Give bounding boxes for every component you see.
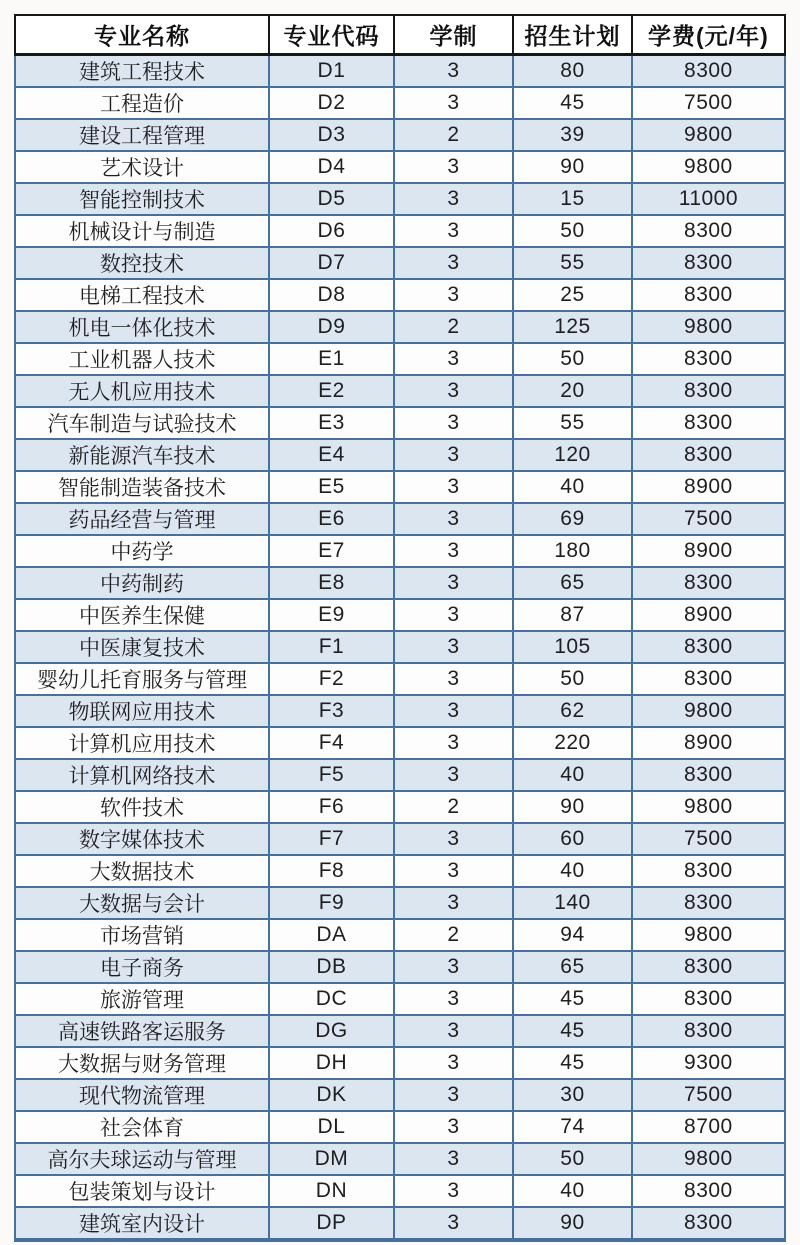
- major-name-cell: 建设工程管理: [15, 119, 269, 151]
- major-name-cell: 机械设计与制造: [15, 215, 269, 247]
- tuition-cell: 8900: [632, 535, 785, 567]
- major-name-cell: 中药制药: [15, 567, 269, 599]
- major-code-cell: E5: [269, 471, 394, 503]
- tuition-cell: 8300: [632, 279, 785, 311]
- major-code-cell: E9: [269, 599, 394, 631]
- plan-cell: 180: [513, 535, 632, 567]
- major-code-cell: D7: [269, 247, 394, 279]
- table-row: [15, 1047, 785, 1079]
- major-code-cell: DH: [269, 1047, 394, 1079]
- major-name-cell: 大数据与财务管理: [15, 1047, 269, 1079]
- major-code-cell: E3: [269, 407, 394, 439]
- column-header-duration: 学制: [394, 15, 513, 55]
- table-row: [15, 567, 785, 599]
- major-code-cell: F5: [269, 759, 394, 791]
- major-code-cell: F7: [269, 823, 394, 855]
- major-name-cell: 中医康复技术: [15, 631, 269, 663]
- plan-cell: 20: [513, 375, 632, 407]
- tuition-cell: 11000: [632, 183, 785, 215]
- table-row: [15, 1143, 785, 1175]
- tuition-cell: 8300: [632, 951, 785, 983]
- major-name-cell: 物联网应用技术: [15, 695, 269, 727]
- major-name-cell: 工程造价: [15, 87, 269, 119]
- duration-cell: 3: [394, 343, 513, 375]
- table-row: [15, 407, 785, 439]
- duration-cell: 3: [394, 183, 513, 215]
- tuition-cell: 7500: [632, 823, 785, 855]
- table-row: [15, 87, 785, 119]
- major-code-cell: DA: [269, 919, 394, 951]
- plan-cell: 39: [513, 119, 632, 151]
- duration-cell: 3: [394, 151, 513, 183]
- tuition-cell: 9800: [632, 791, 785, 823]
- enrollment-plan-table: [14, 14, 786, 1242]
- major-code-cell: DP: [269, 1207, 394, 1240]
- major-name-cell: 智能制造装备技术: [15, 471, 269, 503]
- major-code-cell: D1: [269, 55, 394, 88]
- tuition-cell: 8300: [632, 215, 785, 247]
- plan-cell: 50: [513, 1143, 632, 1175]
- duration-cell: 3: [394, 1175, 513, 1207]
- table-row: [15, 983, 785, 1015]
- duration-cell: 3: [394, 727, 513, 759]
- major-code-cell: DB: [269, 951, 394, 983]
- table-row: [15, 1079, 785, 1111]
- table-row: [15, 759, 785, 791]
- table-row: [15, 535, 785, 567]
- duration-cell: 3: [394, 375, 513, 407]
- plan-cell: 90: [513, 1207, 632, 1240]
- major-code-cell: F6: [269, 791, 394, 823]
- table-row: [15, 695, 785, 727]
- tuition-cell: 8300: [632, 343, 785, 375]
- column-header-major-code: 专业代码: [269, 15, 394, 55]
- plan-cell: 90: [513, 151, 632, 183]
- duration-cell: 3: [394, 1111, 513, 1143]
- tuition-cell: 9800: [632, 1143, 785, 1175]
- major-code-cell: D6: [269, 215, 394, 247]
- major-code-cell: D5: [269, 183, 394, 215]
- major-name-cell: 大数据与会计: [15, 887, 269, 919]
- plan-cell: 55: [513, 407, 632, 439]
- tuition-cell: 7500: [632, 503, 785, 535]
- major-code-cell: DG: [269, 1015, 394, 1047]
- major-name-cell: 大数据技术: [15, 855, 269, 887]
- duration-cell: 3: [394, 439, 513, 471]
- column-header-tuition: 学费(元/年): [632, 15, 785, 55]
- duration-cell: 2: [394, 919, 513, 951]
- tuition-cell: 9800: [632, 695, 785, 727]
- table-row: [15, 791, 785, 823]
- table-row: [15, 343, 785, 375]
- major-code-cell: E6: [269, 503, 394, 535]
- table-header-row: [15, 15, 785, 55]
- major-name-cell: 婴幼儿托育服务与管理: [15, 663, 269, 695]
- plan-cell: 45: [513, 983, 632, 1015]
- duration-cell: 3: [394, 1079, 513, 1111]
- major-name-cell: 艺术设计: [15, 151, 269, 183]
- tuition-cell: 8300: [632, 439, 785, 471]
- table-row: [15, 503, 785, 535]
- tuition-cell: 8300: [632, 1175, 785, 1207]
- duration-cell: 3: [394, 55, 513, 88]
- major-name-cell: 软件技术: [15, 791, 269, 823]
- tuition-cell: 8300: [632, 887, 785, 919]
- major-code-cell: D4: [269, 151, 394, 183]
- duration-cell: 2: [394, 119, 513, 151]
- table-row: [15, 311, 785, 343]
- duration-cell: 3: [394, 407, 513, 439]
- major-code-cell: D3: [269, 119, 394, 151]
- duration-cell: 3: [394, 887, 513, 919]
- plan-cell: 40: [513, 759, 632, 791]
- major-name-cell: 数字媒体技术: [15, 823, 269, 855]
- duration-cell: 3: [394, 535, 513, 567]
- plan-cell: 40: [513, 471, 632, 503]
- plan-cell: 120: [513, 439, 632, 471]
- major-name-cell: 旅游管理: [15, 983, 269, 1015]
- major-code-cell: F9: [269, 887, 394, 919]
- tuition-cell: 8300: [632, 983, 785, 1015]
- duration-cell: 3: [394, 663, 513, 695]
- major-name-cell: 社会体育: [15, 1111, 269, 1143]
- duration-cell: 3: [394, 1015, 513, 1047]
- major-code-cell: E2: [269, 375, 394, 407]
- enrollment-table-container: [14, 14, 786, 1242]
- major-name-cell: 电梯工程技术: [15, 279, 269, 311]
- major-name-cell: 无人机应用技术: [15, 375, 269, 407]
- tuition-cell: 7500: [632, 87, 785, 119]
- tuition-cell: 8300: [632, 567, 785, 599]
- tuition-cell: 8300: [632, 1207, 785, 1240]
- column-header-plan: 招生计划: [513, 15, 632, 55]
- major-name-cell: 高速铁路客运服务: [15, 1015, 269, 1047]
- duration-cell: 3: [394, 695, 513, 727]
- plan-cell: 65: [513, 951, 632, 983]
- duration-cell: 3: [394, 87, 513, 119]
- major-name-cell: 电子商务: [15, 951, 269, 983]
- major-name-cell: 建筑工程技术: [15, 55, 269, 88]
- plan-cell: 45: [513, 1015, 632, 1047]
- major-code-cell: F1: [269, 631, 394, 663]
- table-body: [15, 55, 785, 1241]
- table-row: [15, 727, 785, 759]
- major-code-cell: DC: [269, 983, 394, 1015]
- plan-cell: 50: [513, 343, 632, 375]
- duration-cell: 3: [394, 759, 513, 791]
- major-name-cell: 智能控制技术: [15, 183, 269, 215]
- tuition-cell: 8300: [632, 855, 785, 887]
- major-name-cell: 市场营销: [15, 919, 269, 951]
- tuition-cell: 8300: [632, 375, 785, 407]
- table-row: [15, 951, 785, 983]
- plan-cell: 15: [513, 183, 632, 215]
- table-row: [15, 119, 785, 151]
- major-code-cell: DL: [269, 1111, 394, 1143]
- duration-cell: 3: [394, 567, 513, 599]
- duration-cell: 3: [394, 247, 513, 279]
- plan-cell: 60: [513, 823, 632, 855]
- duration-cell: 3: [394, 1047, 513, 1079]
- major-name-cell: 工业机器人技术: [15, 343, 269, 375]
- plan-cell: 65: [513, 567, 632, 599]
- duration-cell: 3: [394, 631, 513, 663]
- plan-cell: 90: [513, 791, 632, 823]
- major-code-cell: E4: [269, 439, 394, 471]
- tuition-cell: 9800: [632, 919, 785, 951]
- major-name-cell: 计算机网络技术: [15, 759, 269, 791]
- tuition-cell: 8300: [632, 631, 785, 663]
- table-row: [15, 1111, 785, 1143]
- plan-cell: 50: [513, 663, 632, 695]
- tuition-cell: 7500: [632, 1079, 785, 1111]
- tuition-cell: 9800: [632, 119, 785, 151]
- plan-cell: 25: [513, 279, 632, 311]
- duration-cell: 3: [394, 823, 513, 855]
- table-row: [15, 1015, 785, 1047]
- major-code-cell: D2: [269, 87, 394, 119]
- plan-cell: 40: [513, 855, 632, 887]
- plan-cell: 30: [513, 1079, 632, 1111]
- major-code-cell: DN: [269, 1175, 394, 1207]
- table-row: [15, 887, 785, 919]
- duration-cell: 3: [394, 215, 513, 247]
- major-code-cell: F2: [269, 663, 394, 695]
- table-row: [15, 823, 785, 855]
- duration-cell: 3: [394, 983, 513, 1015]
- major-name-cell: 建筑室内设计: [15, 1207, 269, 1240]
- plan-cell: 62: [513, 695, 632, 727]
- plan-cell: 140: [513, 887, 632, 919]
- tuition-cell: 8900: [632, 471, 785, 503]
- tuition-cell: 8300: [632, 759, 785, 791]
- plan-cell: 105: [513, 631, 632, 663]
- plan-cell: 125: [513, 311, 632, 343]
- major-code-cell: E8: [269, 567, 394, 599]
- major-code-cell: DM: [269, 1143, 394, 1175]
- major-name-cell: 中药学: [15, 535, 269, 567]
- major-name-cell: 药品经营与管理: [15, 503, 269, 535]
- tuition-cell: 8300: [632, 247, 785, 279]
- table-row: [15, 919, 785, 951]
- duration-cell: 3: [394, 951, 513, 983]
- table-row: [15, 215, 785, 247]
- plan-cell: 69: [513, 503, 632, 535]
- table-row: [15, 663, 785, 695]
- plan-cell: 45: [513, 1047, 632, 1079]
- table-row: [15, 151, 785, 183]
- major-name-cell: 计算机应用技术: [15, 727, 269, 759]
- duration-cell: 2: [394, 791, 513, 823]
- tuition-cell: 8300: [632, 1015, 785, 1047]
- major-code-cell: F8: [269, 855, 394, 887]
- tuition-cell: 8300: [632, 663, 785, 695]
- major-name-cell: 中医养生保健: [15, 599, 269, 631]
- major-name-cell: 机电一体化技术: [15, 311, 269, 343]
- table-row: [15, 439, 785, 471]
- major-name-cell: 汽车制造与试验技术: [15, 407, 269, 439]
- plan-cell: 94: [513, 919, 632, 951]
- major-code-cell: D8: [269, 279, 394, 311]
- major-name-cell: 高尔夫球运动与管理: [15, 1143, 269, 1175]
- major-code-cell: F4: [269, 727, 394, 759]
- tuition-cell: 8300: [632, 55, 785, 88]
- duration-cell: 3: [394, 1143, 513, 1175]
- table-row: [15, 375, 785, 407]
- plan-cell: 55: [513, 247, 632, 279]
- plan-cell: 80: [513, 55, 632, 88]
- table-row: [15, 471, 785, 503]
- plan-cell: 74: [513, 1111, 632, 1143]
- table-row: [15, 599, 785, 631]
- tuition-cell: 8900: [632, 599, 785, 631]
- duration-cell: 3: [394, 855, 513, 887]
- major-name-cell: 现代物流管理: [15, 1079, 269, 1111]
- table-row: [15, 183, 785, 215]
- duration-cell: 3: [394, 279, 513, 311]
- major-code-cell: D9: [269, 311, 394, 343]
- plan-cell: 50: [513, 215, 632, 247]
- tuition-cell: 9300: [632, 1047, 785, 1079]
- table-row: [15, 247, 785, 279]
- major-code-cell: E7: [269, 535, 394, 567]
- table-row: [15, 631, 785, 663]
- major-name-cell: 包装策划与设计: [15, 1175, 269, 1207]
- major-code-cell: E1: [269, 343, 394, 375]
- duration-cell: 2: [394, 311, 513, 343]
- duration-cell: 3: [394, 471, 513, 503]
- tuition-cell: 9800: [632, 311, 785, 343]
- major-name-cell: 新能源汽车技术: [15, 439, 269, 471]
- table-row: [15, 1175, 785, 1207]
- duration-cell: 3: [394, 503, 513, 535]
- plan-cell: 45: [513, 87, 632, 119]
- table-row: [15, 1207, 785, 1240]
- duration-cell: 3: [394, 1207, 513, 1240]
- table-row: [15, 279, 785, 311]
- major-code-cell: F3: [269, 695, 394, 727]
- plan-cell: 220: [513, 727, 632, 759]
- tuition-cell: 8300: [632, 407, 785, 439]
- plan-cell: 87: [513, 599, 632, 631]
- duration-cell: 3: [394, 599, 513, 631]
- major-name-cell: 数控技术: [15, 247, 269, 279]
- table-row: [15, 855, 785, 887]
- tuition-cell: 8700: [632, 1111, 785, 1143]
- plan-cell: 40: [513, 1175, 632, 1207]
- major-code-cell: DK: [269, 1079, 394, 1111]
- tuition-cell: 8900: [632, 727, 785, 759]
- column-header-major-name: 专业名称: [15, 15, 269, 55]
- table-row: [15, 55, 785, 88]
- tuition-cell: 9800: [632, 151, 785, 183]
